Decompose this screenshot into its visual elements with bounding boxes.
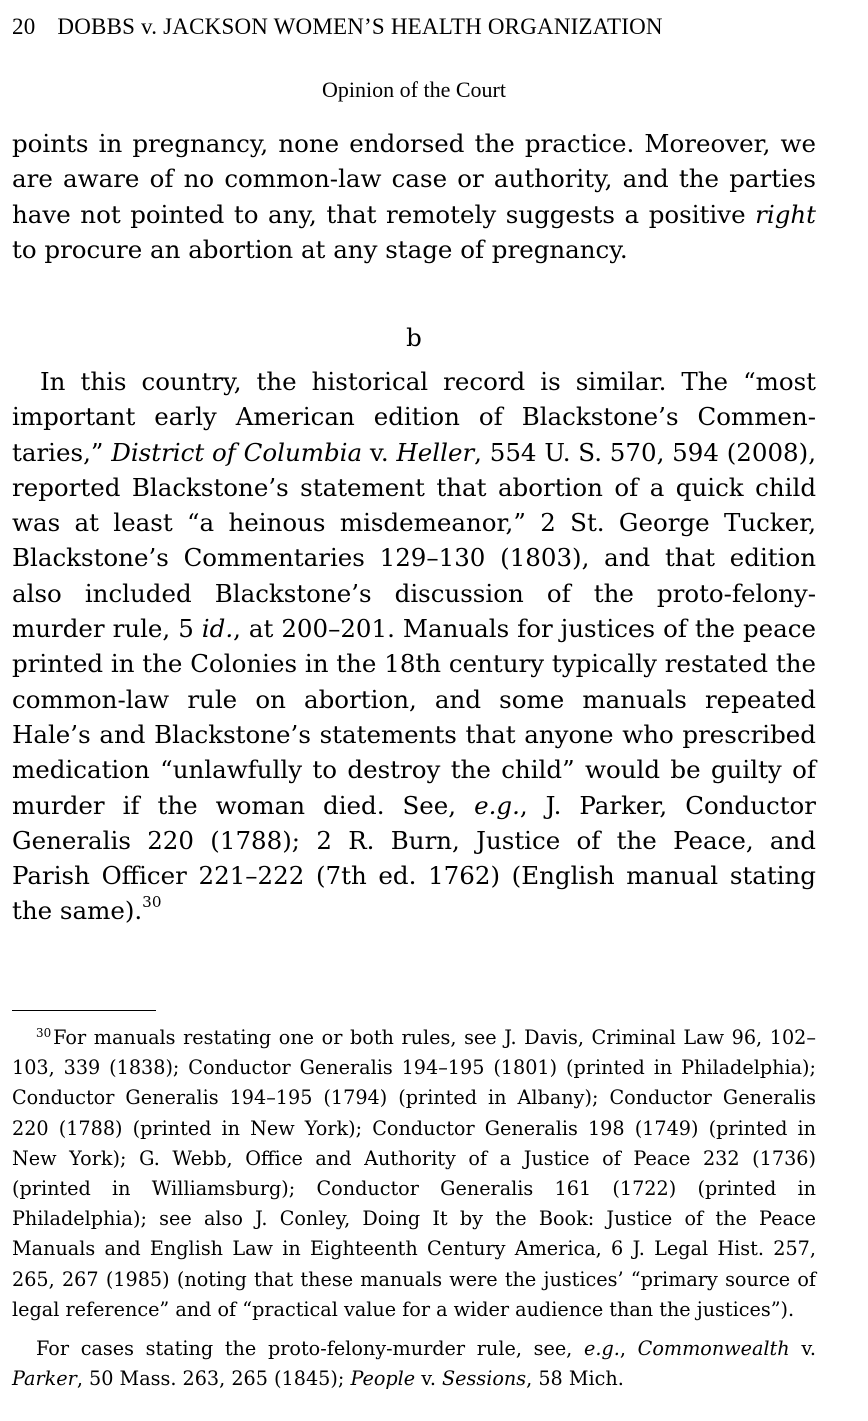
opinion-label: Opinion of the Court <box>322 77 506 102</box>
text-run: to procure an abortion at any stage of pregnancy. <box>12 234 628 264</box>
running-head <box>12 14 816 40</box>
italic-run: e.g. <box>584 1337 620 1361</box>
footnote-30-continued <box>12 1334 816 1394</box>
text-run: In this country, the historical record is similar. The “most important early American edition of Blackstone’s Commentaries,” <box>12 367 816 467</box>
text-run: , 554 U. S. 570, 594 (2008), reported Blackstone’s statement that abortion of a quick child was at least “a heinous misdemeanor,” 2 St. George Tucker, Blackstone’s Commentaries 129–130 (1803), and that edition also included Blackstone’s discussion of the proto-felony-murder rule, 5 <box>12 437 816 644</box>
text-run: , at 200–201. Manuals for justices of the peace printed in the Colonies in the 18th century typically restated the common-law rule on abortion, and some manuals repeated Hale’s and Blackstone’s statements that anyone who prescribed medication “unlawfully to destroy the child” would be guilty of murder if the woman died. See, <box>12 614 816 820</box>
text-run: , 50 Mass. 263, 265 (1845); <box>76 1367 351 1391</box>
italic-run: District of Columbia <box>111 437 363 467</box>
text-run: , <box>619 1337 638 1361</box>
italic-run: People <box>350 1367 416 1391</box>
paragraph-2 <box>12 364 816 929</box>
italic-run: e.g. <box>474 790 520 820</box>
running-title: DOBBS v. JACKSON WOMEN’S HEALTH ORGANIZATION <box>57 14 663 39</box>
page-number: 20 <box>12 14 36 39</box>
paragraph-1-text <box>12 126 816 267</box>
section-heading: b <box>406 323 422 352</box>
text-run: For cases stating the proto-felony-murder rule, see, <box>36 1337 584 1361</box>
footnote-30 <box>12 1023 816 1325</box>
text-run: v. <box>415 1367 443 1391</box>
italic-run: Heller <box>396 437 475 467</box>
italic-run: Sessions <box>442 1367 527 1391</box>
text-run: v. <box>362 437 397 467</box>
italic-run: id. <box>201 614 234 644</box>
footnote-reference[interactable]: 30 <box>142 893 162 912</box>
paragraph-2-text <box>12 364 816 929</box>
footnote-divider <box>12 1010 156 1011</box>
paragraph-1 <box>12 126 816 267</box>
italic-run: right <box>755 199 816 229</box>
text-run: points in pregnancy, none endorsed the practice. Moreover, we are aware of no common-law case or authority, and the parties have not pointed to any, that remotely suggests a positive <box>12 129 816 229</box>
footnote-text: For manuals restating one or both rules, see J. Davis, Criminal Law 96, 102–103, 339 (1838); Conductor Generalis 194–195 (1801) (printed in Philadelphia); Conductor Generalis 194–195 (1794) (printed in Albany); Conductor Generalis 220 (1788) (printed in New York); Conductor Generalis 198 (1749) (printed in New York); G. Webb, Office and Authority of a Justice of Peace 232 (1736) (printed in Williamsburg); Conductor Generalis 161 (1722) (printed in Philadelphia); see also J. Conley, Doing It by the Book: Justice of the Peace Manuals and English Law in Eighteenth Century America, 6 J. Legal Hist. 257, 265, 267 (1985) (noting that these manuals were the justices’ “primary source of legal reference” and of “practical value for a wider audience than the justices”). <box>12 1026 816 1321</box>
footnote-number: 30 <box>36 1025 52 1040</box>
footnotes <box>12 1023 816 1394</box>
text-run: , J. Parker, Conductor Generalis 220 (1788); 2 R. Burn, Justice of the Peace, and Parish Officer 221–222 (7th ed. 1762) (English manual stating the same). <box>12 790 816 926</box>
italic-run: Parker <box>12 1367 77 1391</box>
text-run: v. <box>789 1337 816 1361</box>
italic-run: Commonwealth <box>637 1337 790 1361</box>
text-run: , 58 Mich. <box>526 1367 624 1391</box>
